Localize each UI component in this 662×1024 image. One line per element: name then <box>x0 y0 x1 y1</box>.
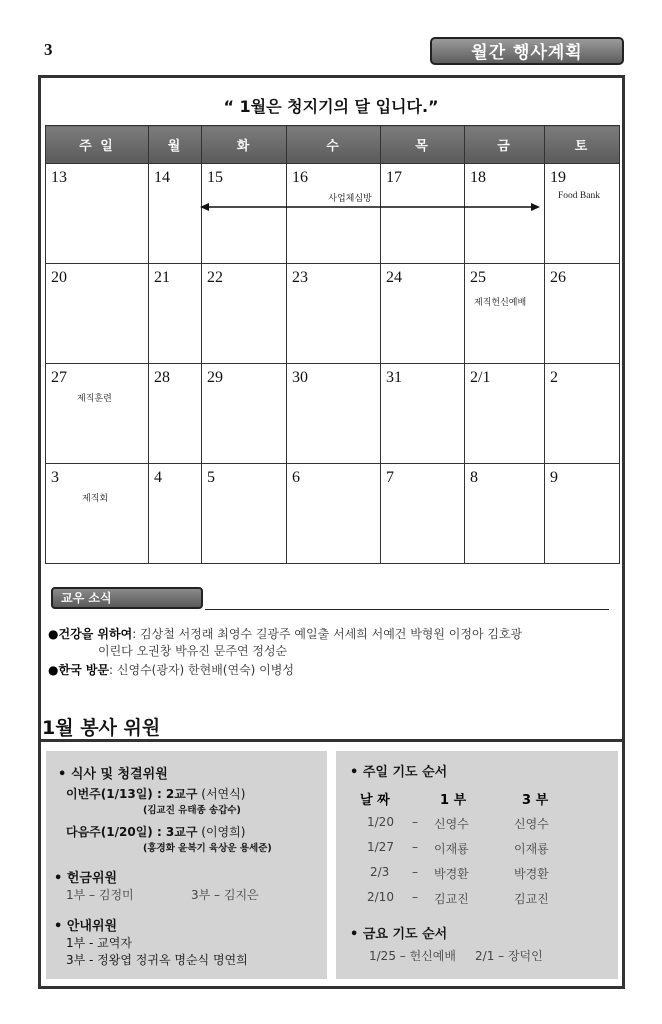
prayer-dash: – <box>412 815 418 829</box>
calendar-week-row <box>46 364 620 464</box>
health-label: ●건강을 위하여 <box>48 627 133 641</box>
business-visit-event: 사업체심방 <box>328 194 372 204</box>
calendar-day-cell <box>46 464 149 564</box>
calendar-day-cell <box>202 364 287 464</box>
korea-visit-label: ●한국 방문 <box>48 663 110 677</box>
day-number: 19 <box>550 169 566 186</box>
prayer-dash: – <box>412 890 418 904</box>
prayer-dash: – <box>412 865 418 879</box>
offering-third-service: 3부 – 김지은 <box>191 888 259 902</box>
page-number: 3 <box>44 40 53 59</box>
friday-prayer-schedule: 1/25 – 헌신예배 2/1 – 장덕인 <box>369 949 543 963</box>
church-news-header: 교우 소식 <box>51 587 203 609</box>
deacon-meeting-event: 제직회 <box>82 494 109 504</box>
double-arrow-icon <box>200 203 540 211</box>
prayer-third: 신영수 <box>514 817 549 831</box>
day-number: 20 <box>51 269 67 286</box>
day-number: 18 <box>470 169 486 186</box>
calendar-day-cell <box>381 364 465 464</box>
calendar-week-row <box>46 464 620 564</box>
day-number: 5 <box>207 469 215 486</box>
sunday-prayer-heading: • 주일 기도 순서 <box>350 765 448 780</box>
volunteers-right-panel <box>336 751 618 979</box>
day-number: 3 <box>51 469 59 486</box>
calendar-day-cell <box>149 164 202 264</box>
calendar-title: “ 1월은 청지기의 달 입니다.” <box>223 97 439 116</box>
day-number: 15 <box>207 169 223 186</box>
calendar-day-cell <box>287 464 381 564</box>
weekday-sat: 토 <box>545 126 620 164</box>
calendar-day-cell <box>381 164 465 264</box>
day-number: 30 <box>292 369 308 386</box>
day-number: 17 <box>386 169 402 186</box>
weekday-header-row <box>46 126 620 164</box>
prayer-date: 1/20 <box>367 815 394 829</box>
day-number: 2 <box>550 369 558 386</box>
section-divider <box>205 609 609 610</box>
prayer-date: 1/27 <box>367 840 394 854</box>
korea-visit-line <box>48 662 294 679</box>
calendar-day-cell <box>149 264 202 364</box>
this-week-members: (김교진 유태종 송갑수) <box>143 805 241 816</box>
calendar-day-cell <box>149 464 202 564</box>
calendar-day-cell <box>465 264 545 364</box>
prayer-row <box>336 815 618 831</box>
prayer-third: 박경환 <box>514 867 549 881</box>
day-number: 21 <box>154 269 170 286</box>
usher-third-service: 3부 - 정왕엽 정귀옥 명순식 명연희 <box>66 953 248 967</box>
usher-first-service: 1부 - 교역자 <box>66 936 132 950</box>
day-number: 4 <box>154 469 162 486</box>
prayer-column-headers <box>336 789 618 808</box>
calendar-day-cell <box>465 464 545 564</box>
weekday-tue: 화 <box>202 126 287 164</box>
col-third-service: 3 부 <box>522 793 549 808</box>
prayer-date: 2/10 <box>367 890 394 904</box>
calendar-day-cell <box>287 364 381 464</box>
day-number: 22 <box>207 269 223 286</box>
day-number: 7 <box>386 469 394 486</box>
this-week-leader: (서연식) <box>197 787 246 801</box>
weekday-thu: 목 <box>381 126 465 164</box>
this-week-line <box>66 785 245 802</box>
dedication-service-event: 제직헌신예배 <box>474 298 527 308</box>
calendar-day-cell <box>465 364 545 464</box>
calendar-day-cell <box>381 264 465 364</box>
calendar-day-cell <box>545 164 620 264</box>
calendar-day-cell <box>545 364 620 464</box>
calendar-week-row <box>46 164 620 264</box>
col-date: 날 짜 <box>360 793 390 808</box>
calendar-week-row <box>46 264 620 364</box>
prayer-first: 김교진 <box>434 892 469 906</box>
prayer-first: 박경환 <box>434 867 469 881</box>
calendar-day-cell <box>465 164 545 264</box>
next-week-members: (홍경화 윤복기 육상운 용세준) <box>143 843 272 854</box>
day-number: 14 <box>154 169 170 186</box>
day-number: 27 <box>51 369 67 386</box>
day-number: 16 <box>292 169 308 186</box>
calendar-day-cell <box>46 164 149 264</box>
next-week-leader: (이영희) <box>197 825 246 839</box>
calendar-day-cell <box>381 464 465 564</box>
this-week-label: 이번주(1/13일) : 2교구 <box>66 787 198 801</box>
korea-visit-names: : 신영수(광자) 한현배(연숙) 이병성 <box>109 663 294 677</box>
day-number: 23 <box>292 269 308 286</box>
monthly-schedule-header: 월간 행사계획 <box>430 37 624 65</box>
health-prayer-line <box>48 626 522 643</box>
calendar-day-cell <box>46 264 149 364</box>
calendar-day-cell <box>545 464 620 564</box>
day-number: 28 <box>154 369 170 386</box>
day-number: 9 <box>550 469 558 486</box>
offering-first-service: 1부 – 김정미 <box>66 888 134 902</box>
prayer-row <box>336 840 618 856</box>
day-number: 24 <box>386 269 402 286</box>
day-number: 6 <box>292 469 300 486</box>
calendar-day-cell <box>202 464 287 564</box>
prayer-dash: – <box>412 840 418 854</box>
calendar-day-cell <box>287 264 381 364</box>
meal-cleaning-heading: • 식사 및 청결위원 <box>58 767 168 782</box>
day-number: 13 <box>51 169 67 186</box>
prayer-date: 2/3 <box>370 865 390 879</box>
health-names-continued: 이린다 오권창 박유진 문주연 정성순 <box>98 644 288 658</box>
volunteers-left-panel <box>46 751 327 979</box>
calendar-day-cell <box>149 364 202 464</box>
calendar-day-cell <box>545 264 620 364</box>
calendar-day-cell <box>287 164 381 264</box>
weekday-sun: 주 일 <box>46 126 149 164</box>
calendar-day-cell <box>202 164 287 264</box>
calendar-day-cell <box>46 364 149 464</box>
calendar-day-cell <box>202 264 287 364</box>
day-number: 26 <box>550 269 566 286</box>
food-bank-event: Food Bank <box>558 191 600 201</box>
next-week-label: 다음주(1/20일) : 3교구 <box>66 825 198 839</box>
day-number: 2/1 <box>470 369 491 386</box>
weekday-fri: 금 <box>465 126 545 164</box>
health-names: : 김상철 서정래 최영수 길광주 예일출 서세희 서예건 박형원 이정아 김호광 <box>132 627 523 641</box>
col-first-service: 1 부 <box>440 793 467 808</box>
next-week-line <box>66 823 245 840</box>
offering-heading: • 헌금위원 <box>54 871 118 886</box>
prayer-first: 신영수 <box>434 817 469 831</box>
prayer-first: 이재룡 <box>434 842 469 856</box>
volunteers-title: 1월 봉사 위원 <box>42 717 161 739</box>
prayer-row <box>336 890 618 906</box>
deacon-training-event: 제직훈련 <box>77 394 112 404</box>
prayer-third: 김교진 <box>514 892 549 906</box>
friday-prayer-heading: • 금요 기도 순서 <box>350 927 448 942</box>
prayer-row <box>336 865 618 881</box>
weekday-mon: 월 <box>149 126 202 164</box>
usher-heading: • 안내위원 <box>54 919 118 934</box>
prayer-third: 이재룡 <box>514 842 549 856</box>
day-number: 31 <box>386 369 402 386</box>
day-number: 8 <box>470 469 478 486</box>
volunteers-divider <box>40 739 624 742</box>
day-number: 25 <box>470 269 486 286</box>
weekday-wed: 수 <box>287 126 381 164</box>
day-number: 29 <box>207 369 223 386</box>
